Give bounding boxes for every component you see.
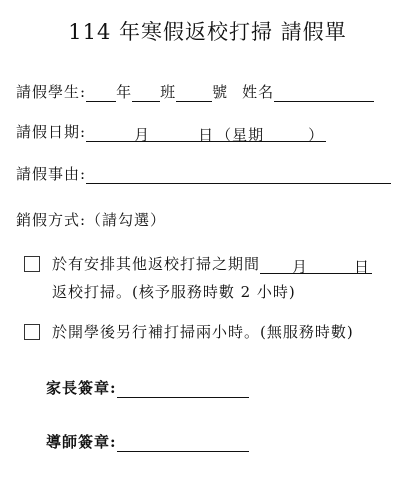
option-1-text: 於有安排其他返校打掃之期間 <box>52 255 261 273</box>
reason-label: 請假事由: <box>16 165 87 183</box>
option-2-text: 於開學後另行補打掃兩小時。(無服務時數) <box>52 323 354 341</box>
option-1-day-label: 日 <box>354 258 371 276</box>
reason-row <box>16 164 391 184</box>
name-label: 姓名 <box>242 83 275 101</box>
class-blank[interactable] <box>132 85 160 102</box>
option-1-line2: 返校打掃。(核予服務時數 2 小時) <box>52 283 296 301</box>
form-title: 114 年寒假返校打掃 請假單 <box>68 20 347 44</box>
date-row <box>16 122 326 142</box>
weekday-open-label: （星期 <box>216 126 265 144</box>
number-blank[interactable] <box>176 85 212 102</box>
student-label: 請假學生: <box>16 83 87 101</box>
option-2-checkbox[interactable] <box>24 324 40 340</box>
number-label: 號 <box>212 83 229 101</box>
parent-signature-label: 家長簽章: <box>46 379 117 397</box>
teacher-signature-label: 導師簽章: <box>46 433 117 451</box>
date-day-label: 日 <box>198 126 215 144</box>
parent-signature-blank[interactable] <box>117 381 249 398</box>
cancel-method-label: 銷假方式:（請勾選） <box>16 211 167 229</box>
year-blank[interactable] <box>86 85 116 102</box>
class-label: 班 <box>160 83 177 101</box>
student-row <box>16 82 374 102</box>
date-label: 請假日期: <box>16 123 87 141</box>
name-blank[interactable] <box>274 85 374 102</box>
option-1-line1 <box>52 254 372 274</box>
option-1-month-label: 月 <box>292 258 309 276</box>
option-1-date-blank[interactable] <box>260 257 372 274</box>
teacher-signature-row <box>46 432 249 452</box>
year-label: 年 <box>116 83 133 101</box>
parent-signature-row <box>46 378 249 398</box>
date-month-label: 月 <box>134 126 151 144</box>
teacher-signature-blank[interactable] <box>117 435 249 452</box>
option-1-checkbox[interactable] <box>24 256 40 272</box>
weekday-close-label: ） <box>308 126 325 144</box>
reason-blank[interactable] <box>86 167 391 184</box>
date-blank[interactable] <box>86 125 326 142</box>
